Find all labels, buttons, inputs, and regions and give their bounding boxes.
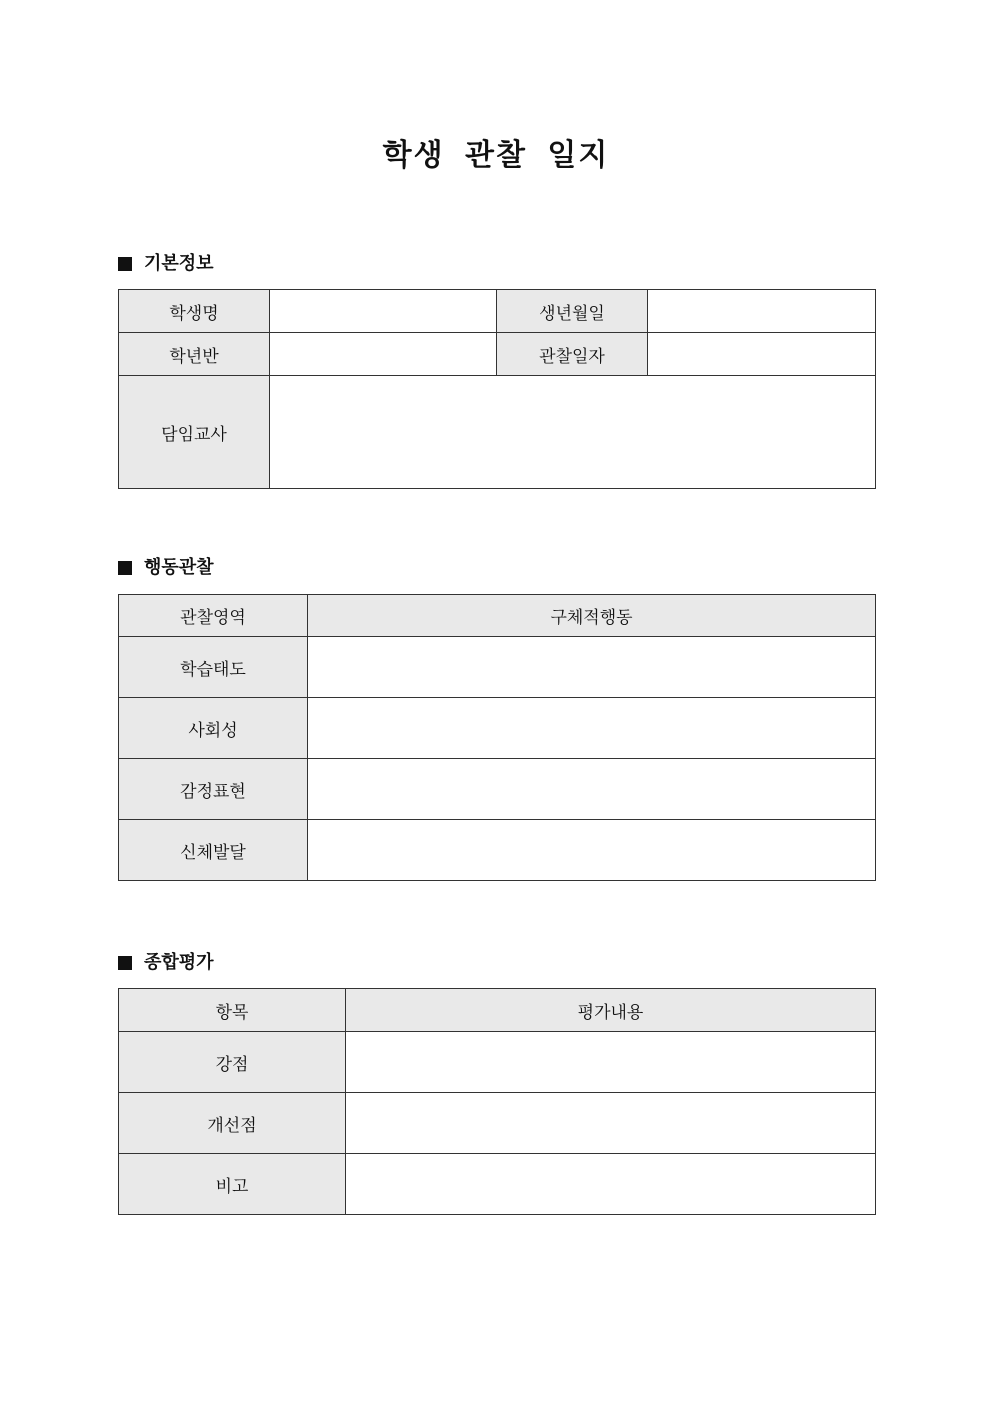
student-name-label: 학생명 bbox=[119, 290, 270, 333]
document-title: 학생 관찰 일지 bbox=[382, 138, 610, 173]
birthdate-field[interactable] bbox=[648, 290, 876, 333]
homeroom-teacher-label: 담임교사 bbox=[119, 376, 270, 489]
column-header-content: 평가내용 bbox=[346, 989, 876, 1032]
homeroom-teacher-field[interactable] bbox=[270, 376, 876, 489]
evaluation-field-remarks[interactable] bbox=[346, 1154, 876, 1215]
table-row bbox=[119, 290, 876, 333]
square-bullet-icon bbox=[118, 956, 132, 970]
evaluation-heading-text: 종합평가 bbox=[144, 952, 214, 973]
basic-info-table bbox=[118, 289, 876, 489]
column-header-behavior: 구체적행동 bbox=[308, 595, 876, 637]
table-row bbox=[119, 1154, 876, 1215]
behavior-heading-text: 행동관찰 bbox=[144, 557, 214, 578]
area-label-physical-development: 신체발달 bbox=[119, 820, 308, 881]
table-row bbox=[119, 637, 876, 698]
column-header-area: 관찰영역 bbox=[119, 595, 308, 637]
basic-info-heading-text: 기본정보 bbox=[144, 253, 214, 274]
observation-date-label: 관찰일자 bbox=[497, 333, 648, 376]
behavior-table bbox=[118, 594, 876, 881]
table-row bbox=[119, 759, 876, 820]
table-header-row bbox=[119, 989, 876, 1032]
table-row bbox=[119, 333, 876, 376]
grade-class-label: 학년반 bbox=[119, 333, 270, 376]
area-label-sociability: 사회성 bbox=[119, 698, 308, 759]
column-header-item: 항목 bbox=[119, 989, 346, 1032]
square-bullet-icon bbox=[118, 257, 132, 271]
basic-info-heading bbox=[118, 252, 214, 276]
table-row bbox=[119, 1032, 876, 1093]
birthdate-label: 생년월일 bbox=[497, 290, 648, 333]
student-name-field[interactable] bbox=[270, 290, 497, 333]
evaluation-field-strengths[interactable] bbox=[346, 1032, 876, 1093]
area-label-learning-attitude: 학습태도 bbox=[119, 637, 308, 698]
evaluation-table bbox=[118, 988, 876, 1215]
behavior-field-sociability[interactable] bbox=[308, 698, 876, 759]
table-row bbox=[119, 698, 876, 759]
behavior-heading bbox=[118, 556, 214, 580]
item-label-strengths: 강점 bbox=[119, 1032, 346, 1093]
grade-class-field[interactable] bbox=[270, 333, 497, 376]
table-row bbox=[119, 1093, 876, 1154]
item-label-improvements: 개선점 bbox=[119, 1093, 346, 1154]
table-row bbox=[119, 376, 876, 489]
behavior-field-emotional-expression[interactable] bbox=[308, 759, 876, 820]
observation-date-field[interactable] bbox=[648, 333, 876, 376]
evaluation-field-improvements[interactable] bbox=[346, 1093, 876, 1154]
square-bullet-icon bbox=[118, 561, 132, 575]
table-row bbox=[119, 820, 876, 881]
evaluation-heading bbox=[118, 951, 214, 975]
behavior-field-learning-attitude[interactable] bbox=[308, 637, 876, 698]
area-label-emotional-expression: 감정표현 bbox=[119, 759, 308, 820]
table-header-row bbox=[119, 595, 876, 637]
behavior-field-physical-development[interactable] bbox=[308, 820, 876, 881]
item-label-remarks: 비고 bbox=[119, 1154, 346, 1215]
